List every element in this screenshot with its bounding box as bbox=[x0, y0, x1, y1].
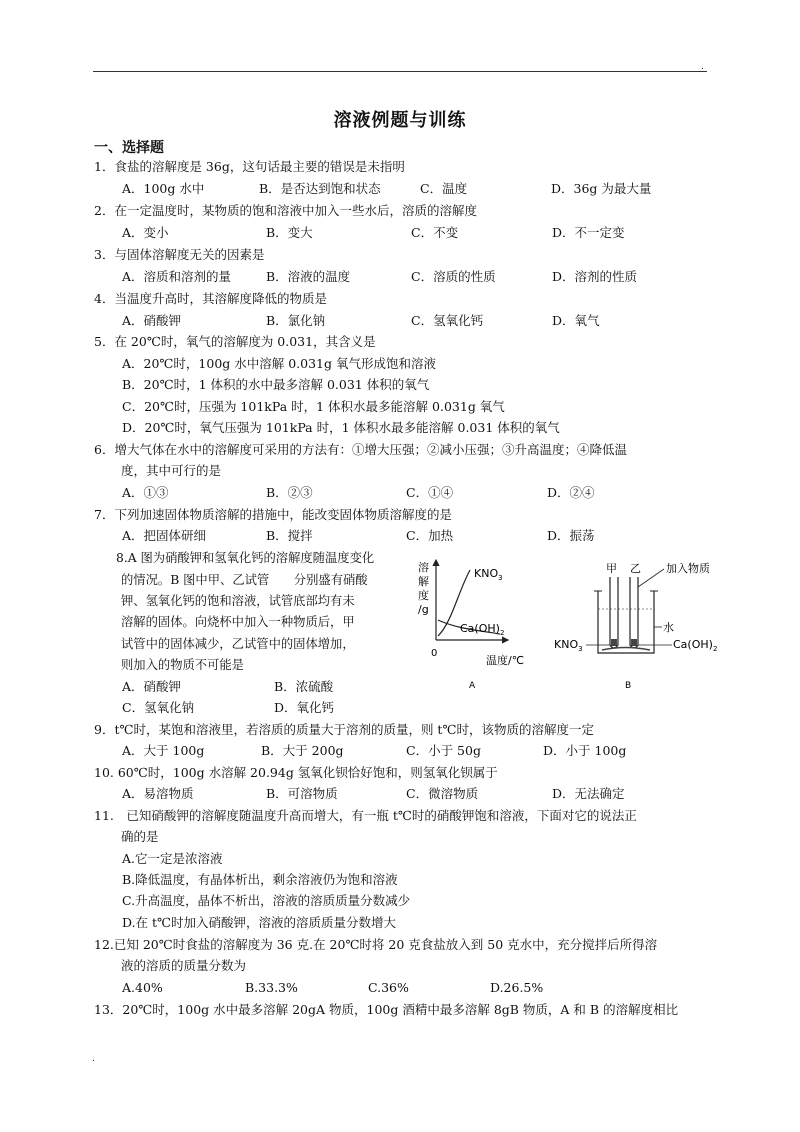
question-3-stem: 3．与固体溶解度无关的因素是 bbox=[94, 247, 265, 262]
question-8-line-3: 钾、氢氧化钙的饱和溶液，试管底部均有未 bbox=[121, 594, 355, 608]
q8-option-a: A．硝酸钾 bbox=[122, 679, 182, 694]
question-8-line-6: 则加入的物质不可能是 bbox=[121, 658, 244, 672]
figure-b-beaker bbox=[598, 591, 654, 653]
q12-option-d: D.26.5% bbox=[490, 980, 544, 995]
q7-option-b: B．搅拌 bbox=[266, 528, 313, 543]
q6-option-c: C．①④ bbox=[406, 485, 454, 500]
figure-b-beaker-solid bbox=[602, 648, 650, 651]
question-8-line-1: 8.A 图为硝酸钾和氢氧化钙的溶解度随温度变化 bbox=[116, 551, 375, 565]
figure-a-caption: A bbox=[469, 681, 476, 691]
q9-option-c: C．小于 50g bbox=[406, 743, 481, 758]
figure-a-origin: 0 bbox=[431, 648, 438, 659]
section-heading: 一、选择题 bbox=[94, 140, 164, 156]
figure-b-added-pointer bbox=[638, 569, 664, 587]
q8-option-b: B．浓硫酸 bbox=[274, 679, 334, 694]
q3-option-c: C．溶质的性质 bbox=[411, 269, 496, 284]
question-11-stem-cont: 确的是 bbox=[121, 829, 159, 844]
q4-option-a: A．硝酸钾 bbox=[122, 313, 182, 328]
q11-option-d: D.在 t℃时加入硝酸钾，溶液的溶质质量分数增大 bbox=[122, 915, 397, 930]
question-8-line-5: 试管中的固体减少，乙试管中的固体增加， bbox=[121, 637, 355, 651]
q9-option-a: A．大于 100g bbox=[122, 743, 205, 758]
q10-option-a: A．易溶物质 bbox=[122, 786, 194, 801]
q2-option-d: D．不一定变 bbox=[552, 225, 625, 240]
figure-b-caoh2-label: $Ca(OH)_2$ bbox=[673, 638, 718, 653]
question-2-stem: 2．在一定温度时，某物质的饱和溶液中加入一些水后，溶质的溶解度 bbox=[94, 203, 477, 218]
header-mark: . bbox=[701, 62, 704, 72]
q5-option-a: A．20℃时，100g 水中溶解 0.031g 氧气形成饱和溶液 bbox=[122, 356, 436, 371]
q6-option-b: B．②③ bbox=[266, 485, 313, 500]
q10-option-c: C．微溶物质 bbox=[406, 786, 479, 801]
q10-option-b: B．可溶物质 bbox=[266, 786, 338, 801]
q4-option-c: C．氢氧化钙 bbox=[411, 313, 484, 328]
q9-option-b: B．大于 200g bbox=[261, 743, 344, 758]
figure-a-solubility-chart bbox=[400, 552, 540, 697]
figure-a-kno3-label: $KNO_3$ bbox=[474, 567, 503, 582]
q12-option-a: A.40% bbox=[122, 980, 163, 995]
q12-option-c: C.36% bbox=[368, 980, 409, 995]
q2-option-c: C．不变 bbox=[411, 225, 459, 240]
q1-option-d: D．36g 为最大量 bbox=[551, 181, 652, 196]
question-4-stem: 4．当温度升高时，其溶解度降低的物质是 bbox=[94, 291, 327, 306]
question-6-stem: 6．增大气体在水中的溶解度可采用的方法有：①增大压强；②减小压强；③升高温度；④降低温 bbox=[94, 442, 627, 457]
question-5-stem: 5．在 20℃时，氧气的溶解度为 0.031，其含义是 bbox=[94, 334, 376, 349]
figure-b-solid-yi bbox=[631, 639, 637, 646]
q5-option-c: C．20℃时，压强为 101kPa 时，1 体积水最多能溶解 0.031g 氧气 bbox=[122, 399, 505, 414]
question-9-stem: 9．t℃时，某饱和溶液里，若溶质的质量大于溶剂的质量，则 t℃时，该物质的溶解度一定 bbox=[94, 722, 594, 737]
q5-option-b: B．20℃时，1 体积的水中最多溶解 0.031 体积的氧气 bbox=[122, 377, 430, 392]
q7-option-c: C．加热 bbox=[406, 528, 454, 543]
q11-option-b: B.降低温度，有晶体析出，剩余溶液仍为饱和溶液 bbox=[122, 872, 398, 887]
figure-b-solid-jia bbox=[611, 639, 617, 646]
figure-b-caption: B bbox=[625, 681, 632, 691]
question-12-stem: 12.已知 20℃时食盐的溶解度为 36 克.在 20℃时将 20 克食盐放入到 50 克水中，充分搅拌后所得溶 bbox=[94, 937, 658, 952]
figure-a-x-label: 温度/℃ bbox=[486, 654, 525, 667]
figure-a-y-label-4: /g bbox=[418, 603, 429, 616]
q7-option-a: A．把固体研细 bbox=[122, 528, 207, 543]
footer-mark: . bbox=[92, 1054, 95, 1064]
q2-option-b: B．变大 bbox=[266, 225, 313, 240]
q1-option-a: A．100g 水中 bbox=[122, 181, 205, 196]
q10-option-d: D．无法确定 bbox=[552, 786, 625, 801]
figure-b-tube-yi-label: 乙 bbox=[630, 562, 641, 575]
q3-option-d: D．溶剂的性质 bbox=[552, 269, 638, 284]
question-1-stem: 1．食盐的溶解度是 36g，这句话最主要的错误是未指明 bbox=[94, 159, 405, 174]
figure-b-water-label: 水 bbox=[663, 621, 674, 634]
question-6-stem-cont: 度，其中可行的是 bbox=[121, 463, 222, 478]
q1-option-c: C．温度 bbox=[420, 181, 468, 196]
question-10-stem: 10. 60℃时，100g 水溶解 20.94g 氢氧化钡恰好饱和，则氢氧化钡属于 bbox=[94, 765, 498, 780]
question-13-stem: 13．20℃时，100g 水中最多溶解 20gA 物质，100g 酒精中最多溶解 8gB 物质，A 和 B 的溶解度相比 bbox=[94, 1002, 679, 1017]
question-7-stem: 7．下列加速固体物质溶解的措施中，能改变固体物质溶解度的是 bbox=[94, 507, 452, 522]
q11-option-a: A.它一定是浓溶液 bbox=[122, 851, 223, 866]
header-rule bbox=[93, 71, 707, 72]
q9-option-d: D．小于 100g bbox=[543, 743, 627, 758]
q6-option-a: A．①③ bbox=[122, 485, 169, 500]
q11-option-c: C.升高温度，晶体不析出，溶液的溶质质量分数减少 bbox=[122, 893, 411, 908]
q5-option-d: D．20℃时，氧气压强为 101kPa 时，1 体积水最多能溶解 0.031 体积的氧气 bbox=[122, 420, 560, 435]
question-11-stem: 11. 已知硝酸钾的溶解度随温度升高而增大，有一瓶 t℃时的硝酸钾饱和溶液，下面对它的说法正 bbox=[94, 808, 637, 823]
q12-option-b: B.33.3% bbox=[245, 980, 298, 995]
figure-b-tube-yi bbox=[630, 577, 638, 648]
q4-option-b: B．氯化钠 bbox=[266, 313, 326, 328]
figure-b-tube-jia bbox=[610, 577, 618, 648]
figure-a-caoh2-label: $Ca(OH)_2$ bbox=[460, 622, 505, 637]
q4-option-d: D．氧气 bbox=[552, 313, 600, 328]
question-8-line-2: 的情况。B 图中甲、乙试管 分别盛有硝酸 bbox=[121, 573, 368, 587]
q1-option-b: B．是否达到饱和状态 bbox=[259, 181, 381, 196]
question-8-line-4: 溶解的固体。向烧杯中加入一种物质后，甲 bbox=[121, 615, 355, 629]
q6-option-d: D．②④ bbox=[547, 485, 595, 500]
question-12-stem-cont: 液的溶质的质量分数为 bbox=[121, 958, 247, 973]
figure-a-y-label-3: 度 bbox=[418, 589, 429, 602]
figure-b-added-label: 加入物质 bbox=[666, 562, 710, 575]
q7-option-d: D．振荡 bbox=[547, 528, 595, 543]
page-title: 溶液例题与训练 bbox=[333, 110, 467, 131]
q3-option-b: B．溶液的温度 bbox=[266, 269, 351, 284]
figure-a-y-label-2: 解 bbox=[418, 575, 429, 588]
figure-a-y-label-1: 溶 bbox=[418, 561, 429, 574]
figure-b-beaker-diagram bbox=[548, 557, 728, 697]
figure-b-kno3-label: $KNO_3$ bbox=[554, 638, 583, 653]
q8-option-c: C．氢氧化钠 bbox=[122, 700, 195, 715]
figure-b-tube-jia-label: 甲 bbox=[606, 562, 617, 575]
q8-option-d: D．氧化钙 bbox=[274, 700, 335, 715]
q2-option-a: A．变小 bbox=[122, 225, 169, 240]
q3-option-a: A．溶质和溶剂的量 bbox=[122, 269, 232, 284]
